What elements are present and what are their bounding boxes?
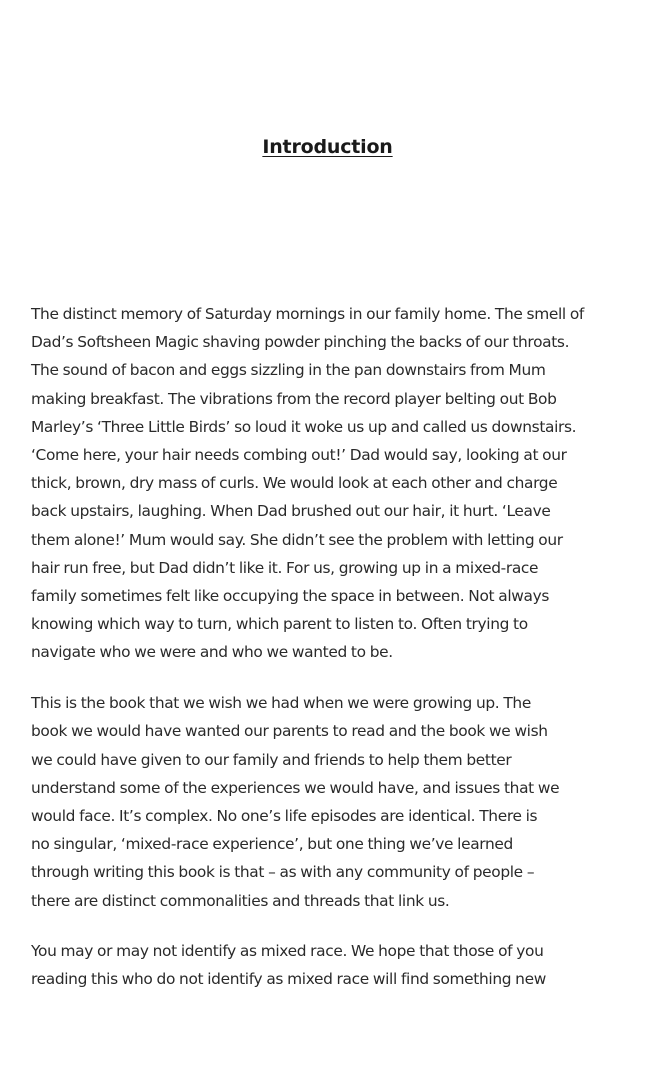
text-line: back upstairs, laughing. When Dad brushed out our hair, it hurt. ‘Leave [31,502,551,521]
text-line: The sound of bacon and eggs sizzling in the pan downstairs from Mum [31,361,546,380]
text-line: understand some of the experiences we would have, and issues that we [31,778,560,797]
text-line: navigate who we were and who we wanted to be. [31,643,393,662]
text-line: You may or may not identify as mixed race. We hope that those of you [31,942,544,961]
text-line: we could have given to our family and friends to help them better [31,750,512,769]
text-line: them alone!’ Mum would say. She didn’t see the problem with letting our [31,530,563,549]
text-line: book we would have wanted our parents to read and the book we wish [31,722,548,741]
text-line: reading this who do not identify as mixed race will find something new [31,970,546,989]
paragraph-3 [31,937,627,993]
text-line: Dad’s Softsheen Magic shaving powder pinching the backs of our throats. [31,333,570,352]
text-line: knowing which way to turn, which parent to listen to. Often trying to [31,615,528,634]
text-line: thick, brown, dry mass of curls. We would look at each other and charge [31,474,558,493]
text-line: would face. It’s complex. No one’s life episodes are identical. There is [31,806,538,825]
text-line: ‘Come here, your hair needs combing out!’ Dad would say, looking at our [31,446,567,465]
chapter-heading: Introduction [262,136,393,158]
text-line: family sometimes felt like occupying the space in between. Not always [31,587,550,606]
text-line: no singular, ‘mixed-race experience’, but one thing we’ve learned [31,835,513,854]
text-line: there are distinct commonalities and threads that link us. [31,891,450,910]
text-line: The distinct memory of Saturday mornings in our family home. The smell of [31,305,584,323]
text-line: hair run free, but Dad didn’t like it. For us, growing up in a mixed-race [31,558,539,577]
text-line: through writing this book is that – as with any community of people – [31,863,535,882]
text-line: Marley’s ‘Three Little Birds’ so loud it woke us up and called us downstairs. [31,417,577,436]
text-line: making breakfast. The vibrations from the record player belting out Bob [31,389,557,408]
text-line: This is the book that we wish we had when we were growing up. The [31,694,531,713]
body-text [31,300,627,1016]
paragraph-1 [31,300,627,667]
paragraph-2 [31,689,627,915]
